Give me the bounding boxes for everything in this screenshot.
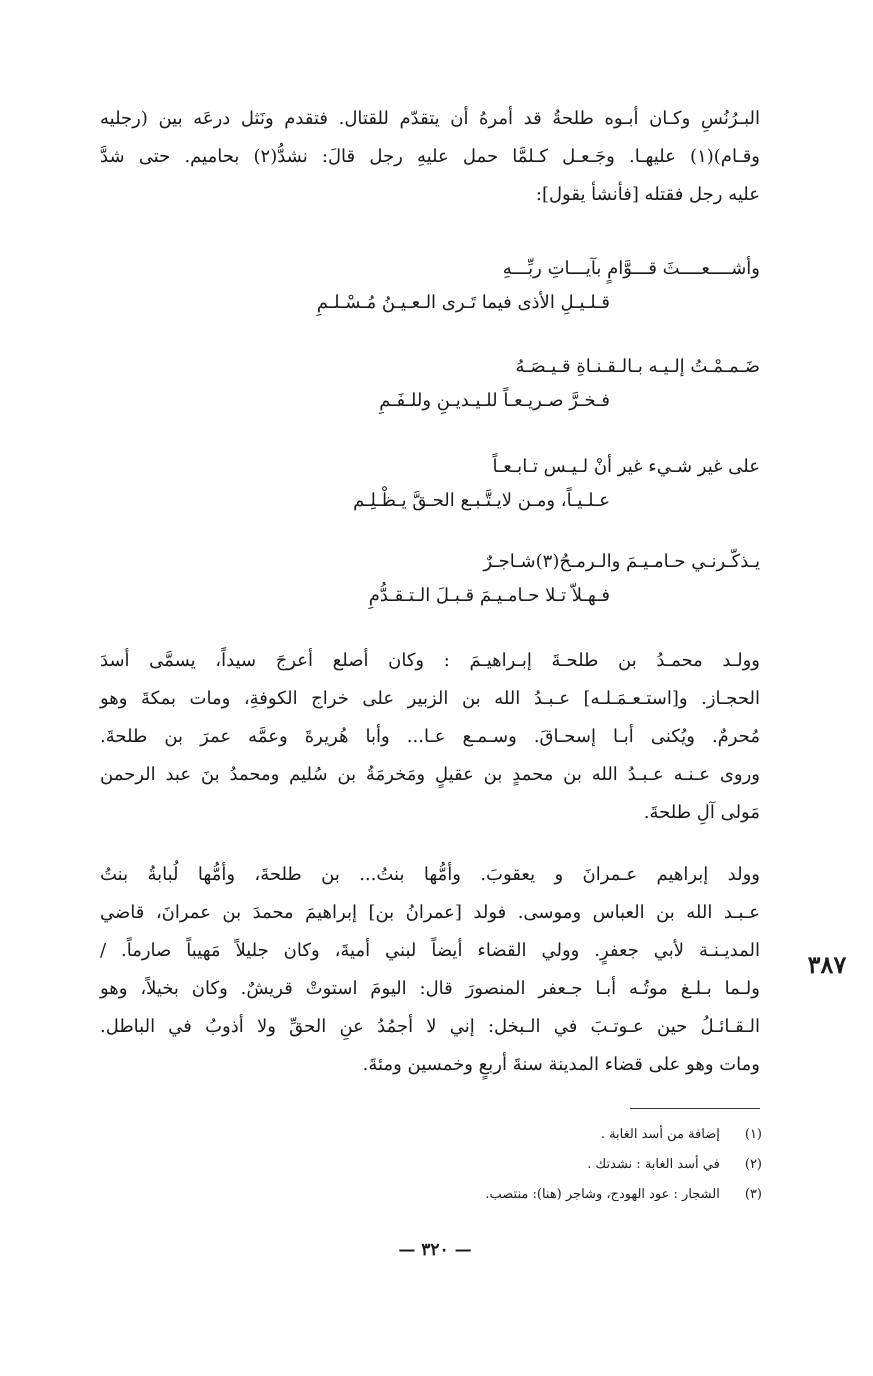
footnote [300, 1150, 762, 1180]
text-line: الحجـاز. و[استـعـمَـلـه] عـبـدُ الله بن الزبير على خراج الكوفةِ، ومات بمكةَ وهو [100, 688, 760, 709]
text-line: الـقـائـلُ حين عـوتـبَ في الـبخل: إني لا أجمُدُ عنِ الحقِّ ولا أذوبُ في الباطل. [100, 1016, 760, 1037]
footnote-number: (٣) [744, 1187, 762, 1202]
text-line: مَولى آلِ طلحةَ. [643, 802, 760, 823]
verse-first-hemistich: ضَـمـمْـتُ إلـيـه بـالـقـنـاةِ قـيـصَـهُ [515, 356, 760, 377]
text-line: وولد إبراهيم عـمرانَ و يعقوبَ. وأمُّها بنتُ... بن طلحةَ، وأمُّها لُبابةُ بنتُ [100, 864, 760, 885]
poem-verse [100, 350, 760, 418]
footnote [300, 1120, 762, 1150]
verse-first-hemistich: على غير شـيء غير أنْ لـيـس تـابـعـاً [492, 456, 760, 477]
verse-second-hemistich: فـخـرَّ صـريـعـاً للـيـديـنِ وللـفَـمِ [379, 390, 610, 411]
paragraph-intro [100, 100, 760, 214]
paragraph-imran [100, 856, 760, 1084]
poem-verse [100, 450, 760, 518]
text-line: البـرُنُسِ وكـان أبـوه طلحةُ قد أمرهُ أن يتقدّم للقتال. فتقدم ونَثل درعَه بين (رجليه [100, 108, 760, 129]
paragraph-ibrahim [100, 642, 760, 832]
poem-verse [100, 545, 760, 613]
text-line: ولـما بـلـغ موتُـه أبـا جـعفر المنصورَ قال: اليومَ استوتْ قريشٌ. وكان بخيلاً، وهو [100, 978, 760, 999]
footnote-text: إضافة من أسد الغابة . [600, 1127, 720, 1142]
text-line: وروى عـنـه عـبـدُ الله بن محمدٍ بن عقيلٍ ومَخرمَةُ بن سُليم ومحمدُ بنَ عبد الرحمن [100, 764, 760, 785]
verse-second-hemistich: عـلـيـاً، ومـن لايـتَّـبـع الحـقَّ يـظْـلِـم [353, 490, 610, 511]
margin-page-number: ٣٨٧ [807, 950, 847, 979]
footnotes [300, 1120, 762, 1210]
text-line: وقـام)(١) عليهـا. وجَـعـل كـلمَّا حمل عليهِ رجل قالَ: نشدُّ(٢) بحاميم. حتى شدَّ [100, 146, 760, 167]
text-line: مُحرمٌ. ويُكنى أبـا إسحـاقَ. وسـمـع عـا... وأبا هُريرةَ وعمَّه عمرَ بن طلحةَ. [100, 726, 760, 747]
verse-second-hemistich: فـهـلاّ تـلا حـامـيـمَ قـبـلَ الـتـقـدُّمِ [368, 585, 610, 606]
footnote-number: (٢) [744, 1157, 762, 1172]
text-line: عليه رجل فقتله [فأنشأ يقول]: [535, 184, 760, 205]
verse-first-hemistich: يـذكّـرنـي حـامـيـمَ والـرمـحُ(٣)شـاجـرٌ [483, 551, 760, 572]
verse-second-hemistich: قـلـيـلِ الأذى فيما تَـرى الـعـيـنُ مُـسْـلـمِ [316, 292, 610, 313]
poem-verse [100, 252, 760, 320]
footnote-number: (١) [744, 1127, 762, 1142]
footnote [300, 1180, 762, 1210]
footnote-text: في أسد الغابة : نشدتك . [587, 1157, 720, 1172]
footnote-separator [630, 1108, 760, 1109]
page-folio: — ٣٢٠ — [398, 1240, 472, 1260]
text-line: عـبـد الله بن العباس وموسى. فولد [عمرانُ بن] إبراهيمَ محمدَ بن عمرانَ، قاضي [100, 902, 760, 923]
verse-first-hemistich: وأشــــعــــثَ قـــوَّامٍ بآيـــاتِ ربِّـــهِ [502, 258, 760, 279]
text-line: المديـنـة لأبي جعفرٍ. وولي القضاء أيضاً لبني أميةَ، وكان جليلاً مَهيباً صارماً. / [100, 940, 760, 961]
text-line: ومات وهو على قضاء المدينة سنةَ أربعٍ وخمسين ومئةَ. [362, 1054, 760, 1075]
text-line: وولـد محمـدُ بن طلحـةَ إبـراهيـمَ : وكان أصلع أعرجَ سيداً، يسمَّى أسدَ [100, 650, 760, 671]
footnote-text: الشجار : عود الهودج، وشاجر (هنا): منتصب. [485, 1187, 720, 1202]
